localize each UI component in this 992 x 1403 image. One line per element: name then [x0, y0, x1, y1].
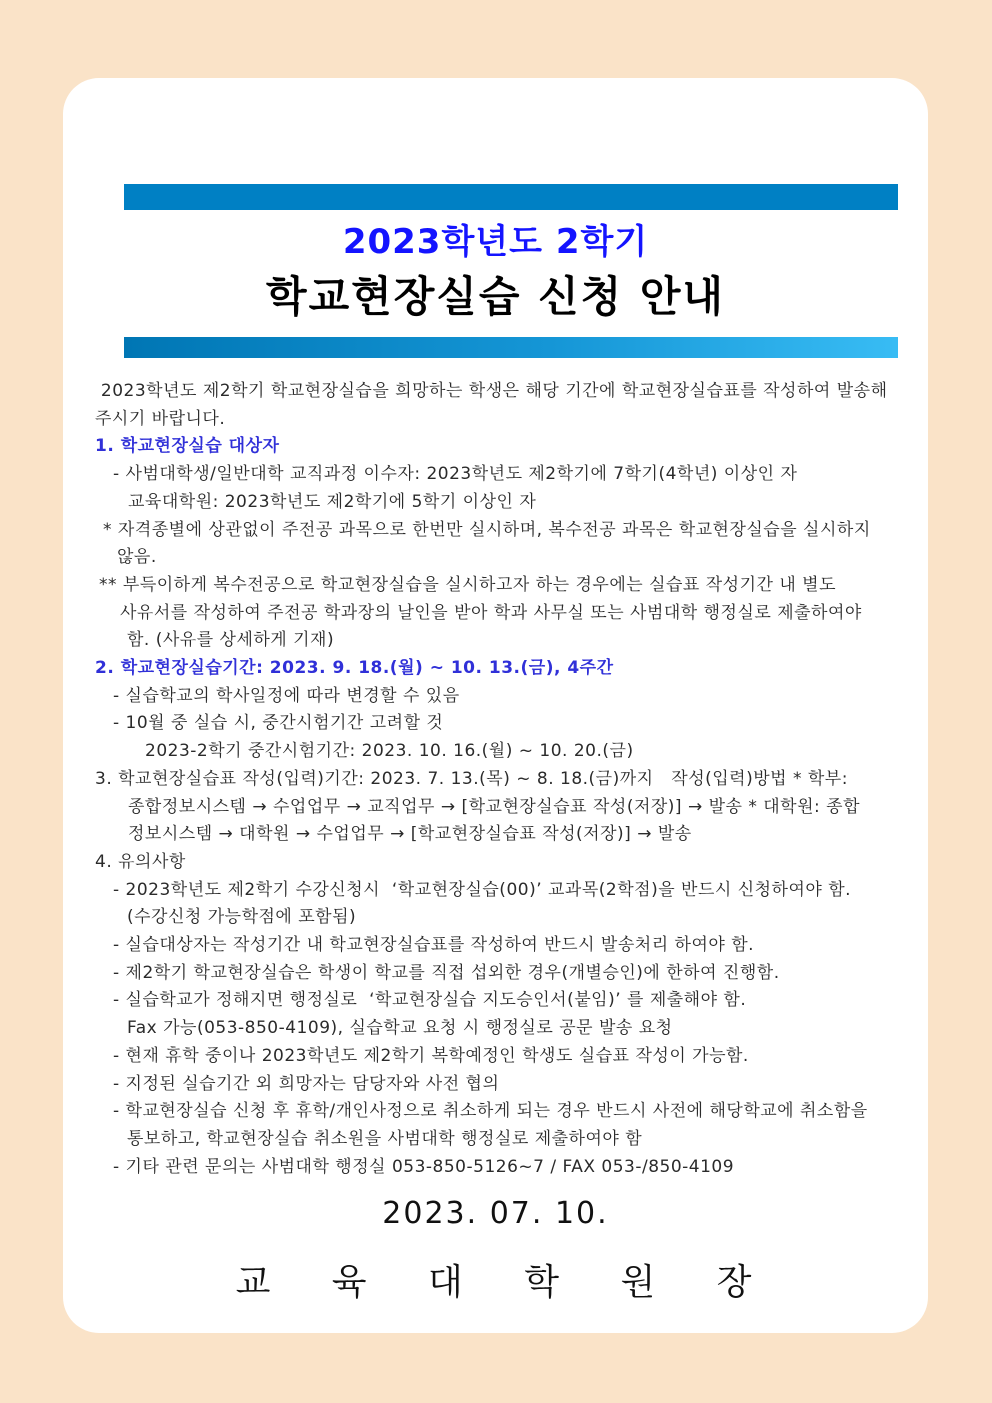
text-line: 교육대학원: 2023학년도 제2학기에 5학기 이상인 자: [128, 491, 537, 512]
intro-line: 2023학년도 제2학기 학교현장실습을 희망하는 학생은 해당 기간에 학교현장실습표를 작성하여 발송해: [95, 381, 888, 401]
text-line: - 실습학교의 학사일정에 따라 변경할 수 있음: [113, 685, 460, 706]
text-line: 사유서를 작성하여 주전공 학과장의 날인을 받아 학과 사무실 또는 사범대학 행정실로 제출하여야: [120, 602, 862, 623]
text-line: 2023-2학기 중간시험기간: 2023. 10. 16.(월) ~ 10. 20.(금): [145, 741, 634, 762]
text-line: ** 부득이하게 복수전공으로 학교현장실습을 실시하고자 하는 경우에는 실습표 작성기간 내 별도: [99, 574, 836, 595]
header-gradient-bar: [124, 337, 898, 358]
section-heading-4: 4. 유의사항: [95, 851, 186, 872]
text-line: 함. (사유를 상세하게 기재): [127, 630, 335, 651]
text-line: 통보하고, 학교현장실습 취소원을 사범대학 행정실로 제출하여야 함: [127, 1128, 643, 1149]
text-line: - 제2학기 학교현장실습은 학생이 학교를 직접 섭외한 경우(개별승인)에 한하여 진행함.: [113, 962, 780, 983]
header-top-bar: [124, 184, 898, 210]
document-date: 2023. 07. 10.: [382, 1196, 609, 1231]
section-heading-3: 3. 학교현장실습표 작성(입력)기간: 2023. 7. 13.(목) ~ 8. 18.(금)까지 작성(입력)방법 * 학부:: [95, 768, 848, 789]
text-line: - 10월 중 실습 시, 중간시험기간 고려할 것: [113, 713, 444, 734]
section-heading-2: 2. 학교현장실습기간: 2023. 9. 18.(월) ~ 10. 13.(금), 4주간: [95, 658, 614, 679]
text-line: - 현재 휴학 중이나 2023학년도 제2학기 복학예정인 학생도 실습표 작성이 가능함.: [113, 1045, 749, 1066]
text-line: 않음.: [117, 547, 157, 568]
signature: 교 육 대 학 원 장: [235, 1262, 756, 1303]
text-line: Fax 가능(053-850-4109), 실습학교 요청 시 행정실로 공문 발송 요청: [127, 1018, 673, 1039]
document-subtitle: 2023학년도 2학기: [342, 222, 649, 262]
text-line: * 자격종별에 상관없이 주전공 과목으로 한번만 실시하며, 복수전공 과목은 학교현장실습을 실시하지: [103, 519, 871, 540]
text-line: (수강신청 가능학점에 포함됨): [127, 907, 357, 928]
intro-line: 주시기 바랍니다.: [95, 408, 226, 429]
text-line: - 사범대학생/일반대학 교직과정 이수자: 2023학년도 제2학기에 7학기(4학년) 이상인 자: [113, 464, 798, 485]
text-line: 종합정보시스템 → 수업업무 → 교직업무 → [학교현장실습표 작성(저장)] → 발송 * 대학원: 종합: [128, 796, 861, 817]
text-line: - 실습대상자는 작성기간 내 학교현장실습표를 작성하여 반드시 발송처리 하여야 함.: [113, 935, 755, 956]
body-text: [95, 378, 916, 1181]
text-line: - 기타 관련 문의는 사범대학 행정실 053-850-5126~7 / FAX 053-/850-4109: [113, 1156, 735, 1177]
text-line: - 실습학교가 정해지면 행정실로 ‘학교현장실습 지도승인서(붙임)’ 를 제출해야 함.: [113, 990, 747, 1011]
document-card: [63, 78, 928, 1333]
section-heading-1: 1. 학교현장실습 대상자: [95, 436, 280, 457]
text-line: 정보시스템 → 대학원 → 수업업무 → [학교현장실습표 작성(저장)] → 발송: [128, 824, 692, 845]
text-line: - 학교현장실습 신청 후 휴학/개인사정으로 취소하게 되는 경우 반드시 사전에 해당학교에 취소함을: [113, 1101, 868, 1122]
document-title: 학교현장실습 신청 안내: [266, 272, 725, 321]
text-line: - 지정된 실습기간 외 희망자는 담당자와 사전 협의: [113, 1073, 500, 1094]
text-line: - 2023학년도 제2학기 수강신청시 ‘학교현장실습(00)’ 교과목(2학점)을 반드시 신청하여야 함.: [113, 879, 852, 900]
